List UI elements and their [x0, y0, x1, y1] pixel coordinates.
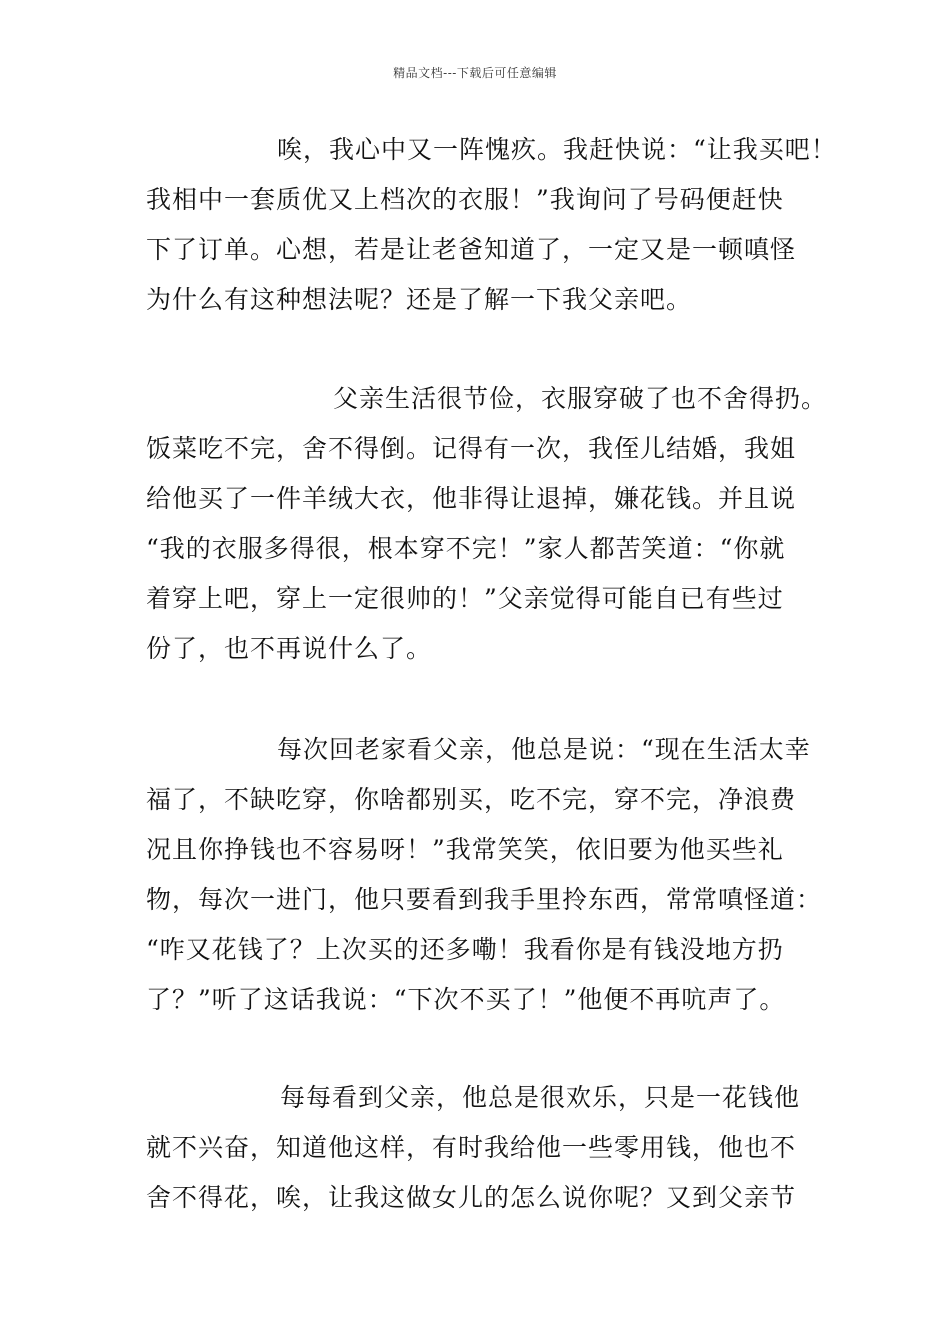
paragraph-1-line-4: 为什么有这种想法呢？还是了解一下我父亲吧。 — [146, 285, 693, 314]
paragraph-2-line-4: “我的衣服多得很，根本穿不完！”家人都苦笑道：“你就 — [146, 534, 786, 563]
paragraph-2-line-1: 父亲生活很节俭，衣服穿破了也不舍得扔。 — [333, 384, 828, 413]
page-header: 精品文档---下载后可任意编辑 — [393, 66, 557, 80]
paragraph-1-line-2: 我相中一套质优又上档次的衣服！”我询问了号码便赶快 — [146, 185, 784, 214]
paragraph-2-line-2: 饭菜吃不完，舍不得倒。记得有一次，我侄儿结婚，我姐 — [146, 434, 797, 463]
paragraph-2-line-5: 着穿上吧，穿上一定很帅的！”父亲觉得可能自已有些过 — [146, 584, 784, 613]
paragraph-1-line-3: 下了订单。心想，若是让老爸知道了，一定又是一顿嗔怪 — [146, 235, 797, 264]
paragraph-3-line-2: 福了，不缺吃穿，你啥都别买，吃不完，穿不完，净浪费 — [146, 785, 797, 814]
paragraph-1-line-1: 唉，我心中又一阵愧疚。我赶快说：“让我买吧！ — [277, 135, 837, 164]
paragraph-3-line-1: 每次回老家看父亲，他总是说：“现在生活太幸 — [277, 735, 811, 764]
paragraph-3-line-5: “咋又花钱了？上次买的还多嘞！我看你是有钱没地方扔 — [146, 935, 784, 964]
paragraph-4-line-2: 就不兴奋，知道他这样，有时我给他一些零用钱，他也不 — [146, 1133, 797, 1162]
paragraph-3-line-3: 况且你挣钱也不容易呀！”我常笑笑，依旧要为他买些礼 — [146, 835, 784, 864]
paragraph-3-line-6: 了？”听了这话我说：“下次不买了！”他便不再吭声了。 — [146, 985, 786, 1014]
paragraph-4-line-1: 每每看到父亲，他总是很欢乐，只是一花钱他 — [280, 1083, 801, 1112]
paragraph-2-line-6: 份了，也不再说什么了。 — [146, 634, 433, 663]
paragraph-2-line-3: 给他买了一件羊绒大衣，他非得让退掉，嫌花钱。并且说 — [146, 484, 797, 513]
paragraph-3-line-4: 物，每次一进门，他只要看到我手里拎东西，常常嗔怪道： — [146, 885, 823, 914]
paragraph-4-line-3: 舍不得花，唉，让我这做女儿的怎么说你呢？又到父亲节 — [146, 1183, 797, 1212]
